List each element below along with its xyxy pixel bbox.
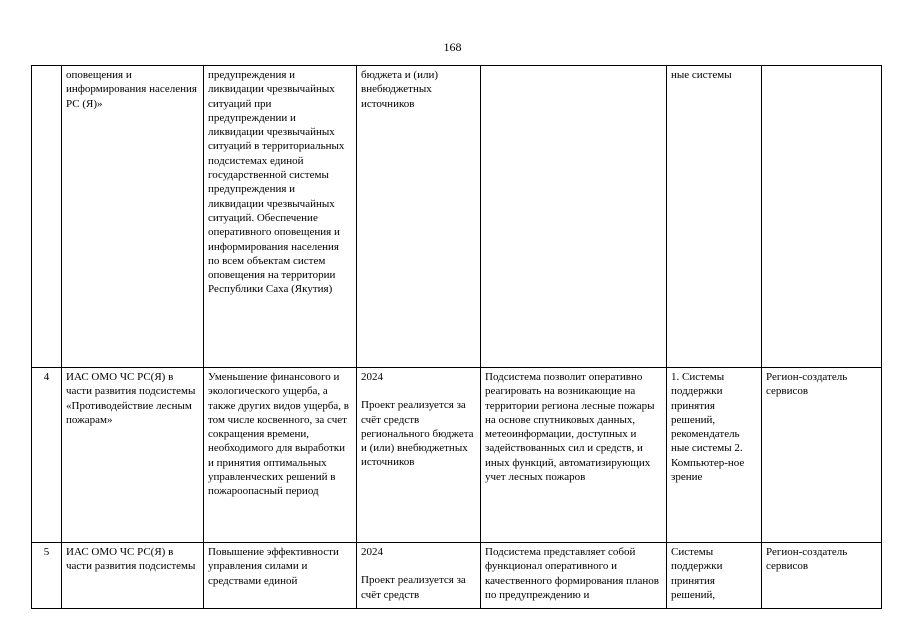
project-technology-cell: Системы поддержки принятия решений, — [667, 543, 762, 609]
project-name-cell: оповещения и информирования населения РС (Я)» — [62, 66, 204, 368]
project-goal-cell: Повышение эффективности управления силами и средствами единой — [204, 543, 357, 609]
project-goal-cell: предупреждения и ликвидации чрезвычайных ситуаций при предупреждении и ликвидации чрезвычайных ситуаций в территориальных подсистемах единой государственной системы предупреждения и ликвидации чрезвычайных ситуаций. Обеспечение оперативного оповещения и информирования населения по всем объектам систем оповещения на территории Республики Саха (Якутия) — [204, 66, 357, 368]
project-description-cell: Подсистема представляет собой функционал оперативного и качественного формирования планов по предупреждению и — [481, 543, 667, 609]
project-description-cell: Подсистема позволит оперативно реагировать на возникающие на территории региона лесные пожары на основе спутниковых данных, метеоинформации, доступных и задействованных сил и средств, и иных функций, автоматизирующих учет лесных пожаров — [481, 368, 667, 543]
page-number: 168 — [443, 40, 462, 54]
table-row — [32, 368, 882, 543]
project-name-cell: ИАС ОМО ЧС РС(Я) в части развития подсистемы — [62, 543, 204, 609]
project-model-cell: Регион-создатель сервисов — [762, 368, 882, 543]
table-row — [32, 66, 882, 368]
project-funding-text: Проект реализуется за счёт средств регионального бюджета и (или) внебюджетных источников — [361, 399, 474, 469]
project-year: 2024 — [361, 546, 383, 558]
table-row — [32, 543, 882, 609]
project-description-cell — [481, 66, 667, 368]
project-funding-text: бюджета и (или) внебюджетных источников — [361, 69, 438, 110]
project-technology-cell: ные системы — [667, 66, 762, 368]
row-number — [32, 66, 62, 368]
row-number: 4 — [32, 368, 62, 543]
project-technology-cell: 1. Системы поддержки принятия решений, рекомендатель ные системы 2. Компьютер-ное зрение — [667, 368, 762, 543]
project-name-cell: ИАС ОМО ЧС РС(Я) в части развития подсистемы «Противодействие лесным пожарам» — [62, 368, 204, 543]
project-year: 2024 — [361, 371, 383, 383]
row-number: 5 — [32, 543, 62, 609]
project-funding-cell — [357, 368, 481, 543]
project-model-cell — [762, 66, 882, 368]
projects-table — [31, 65, 882, 609]
project-funding-cell — [357, 543, 481, 609]
project-goal-cell: Уменьшение финансового и экологического ущерба, а также других видов ущерба, в том числе косвенного, за счет сокращения времени, необходимого для выработки и принятия оптимальных управленческих решений в пожароопасный период — [204, 368, 357, 543]
project-funding-cell — [357, 66, 481, 368]
project-model-cell: Регион-создатель сервисов — [762, 543, 882, 609]
project-funding-text: Проект реализуется за счёт средств — [361, 574, 466, 601]
